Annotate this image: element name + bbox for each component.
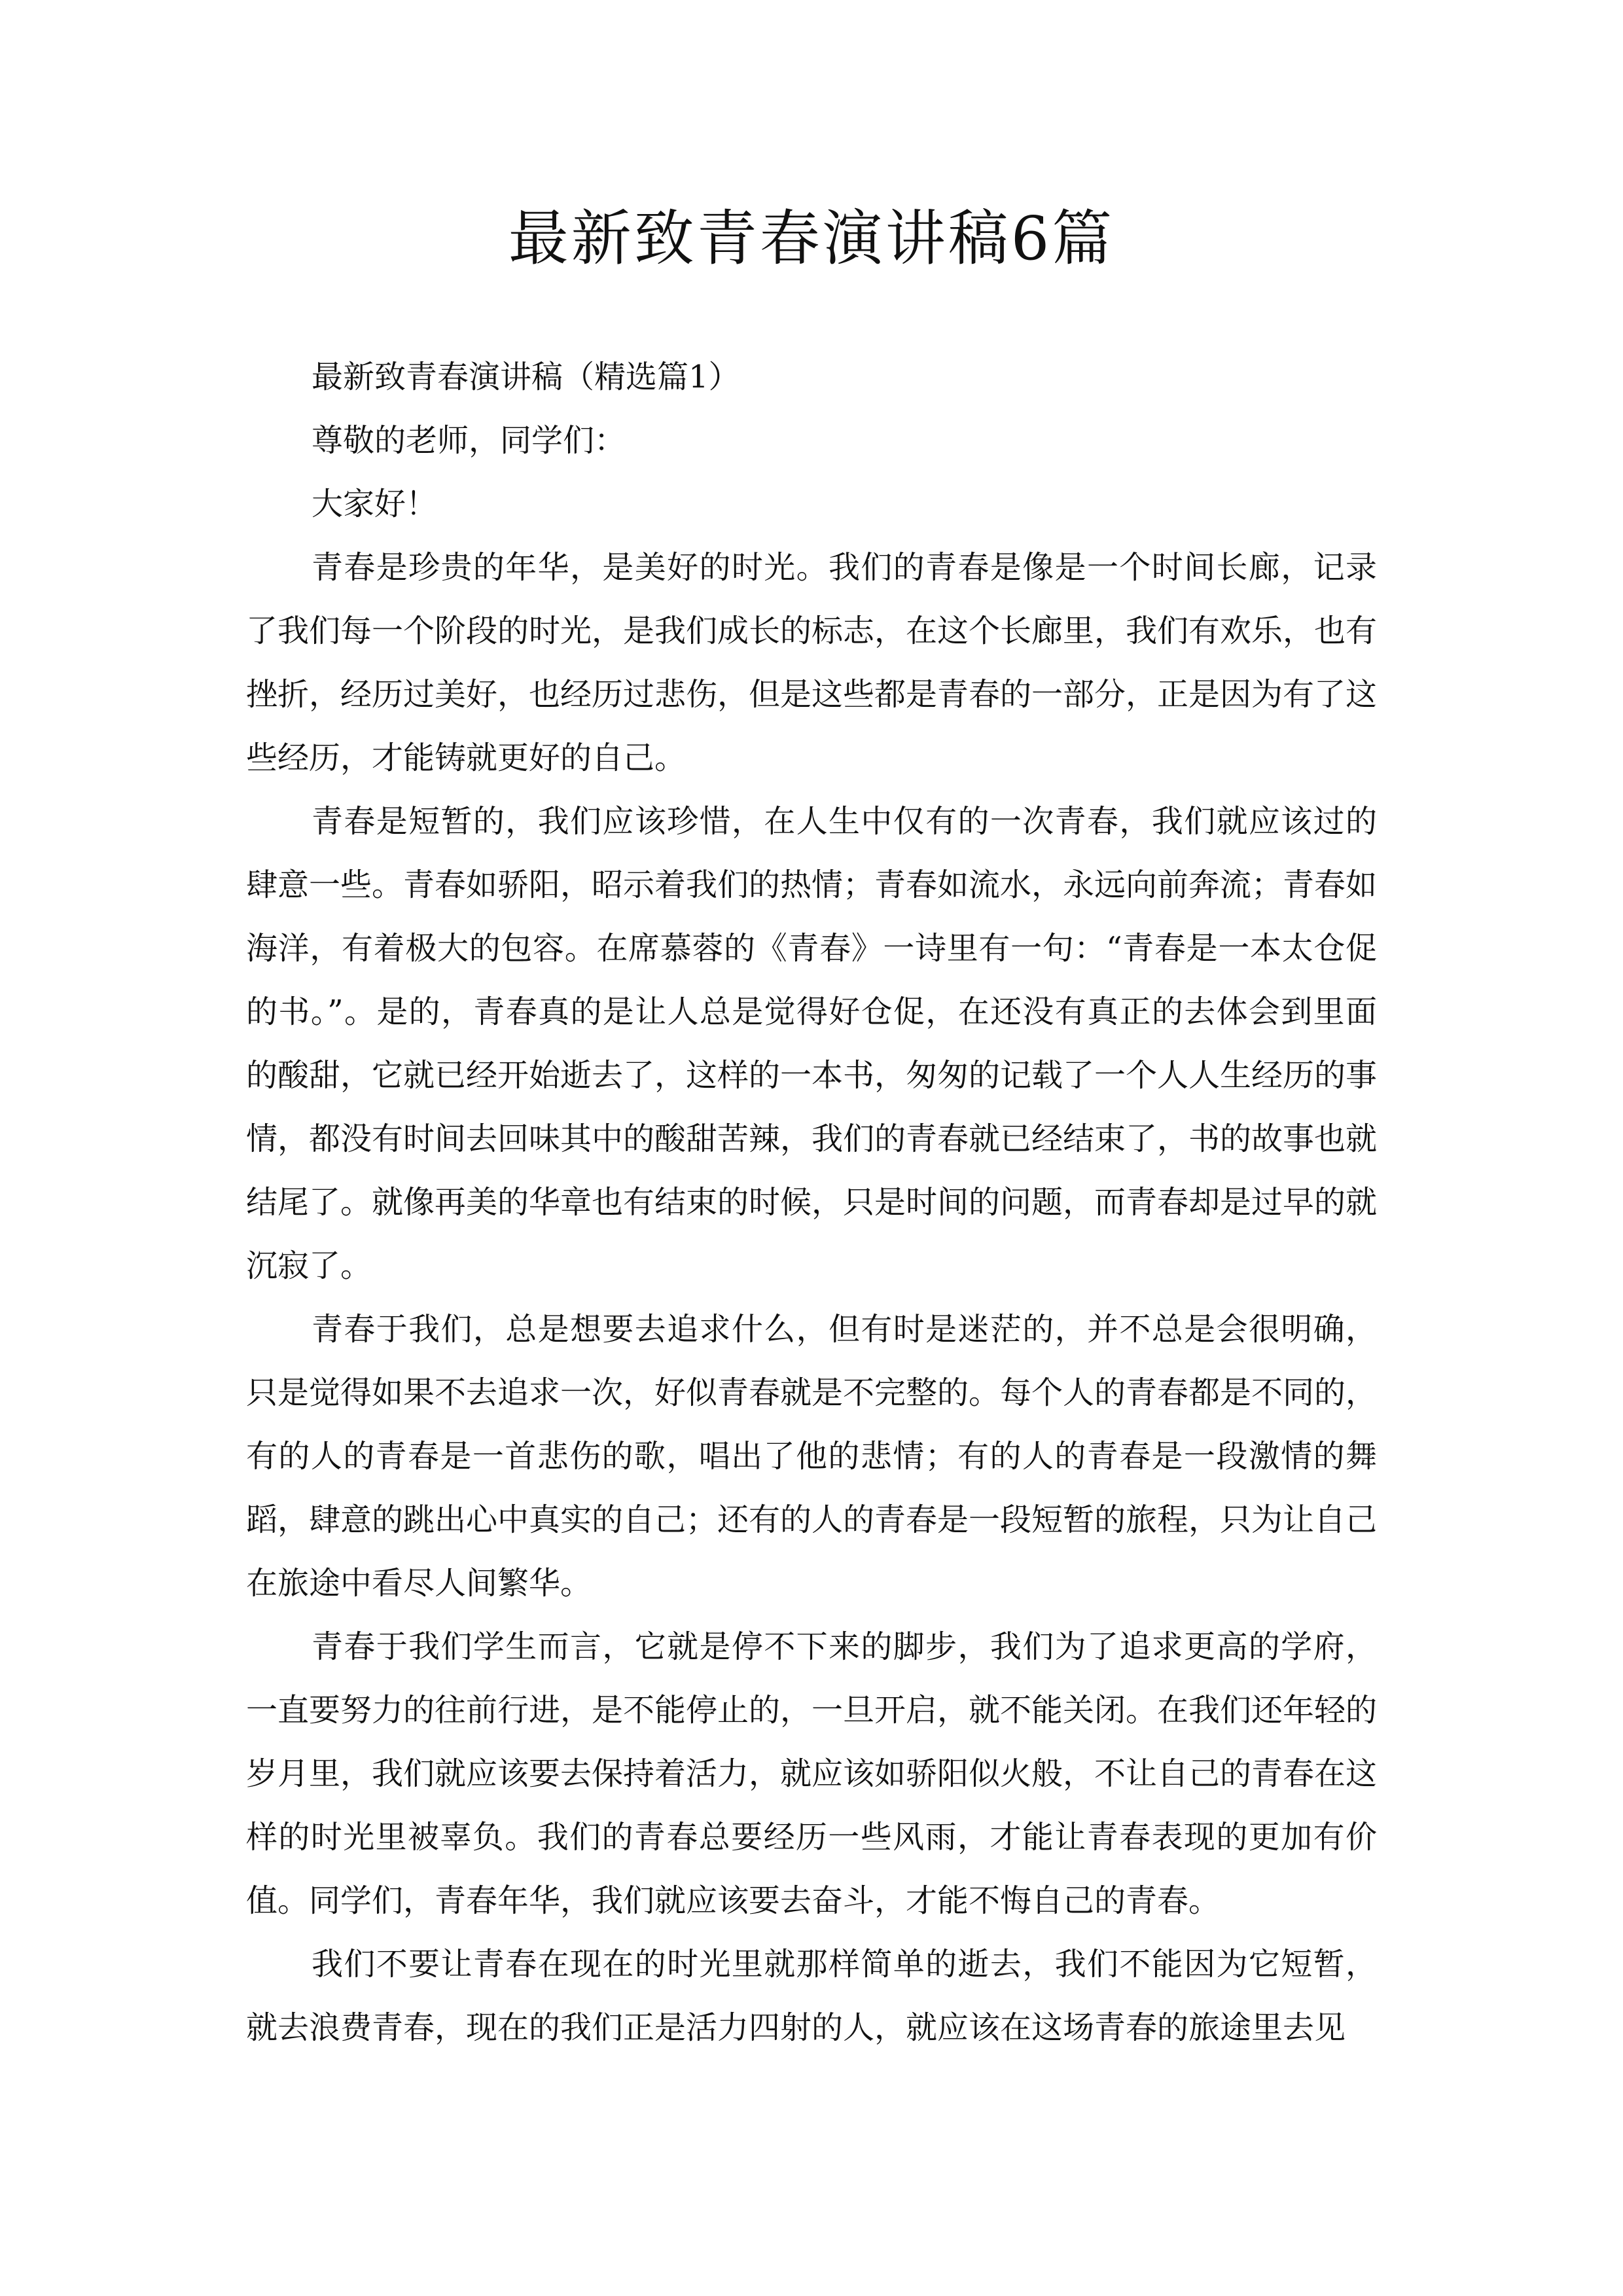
body-paragraph: 青春是珍贵的年华，是美好的时光。我们的青春是像是一个时间长廊，记录了我们每一个阶段的时光，是我们成长的标志，在这个长廊里，我们有欢乐，也有挫折，经历过美好，也经历过悲伤，但是这些都是青春的一部分，正是因为有了这些经历，才能铸就更好的自己。 (246, 549, 1378, 776)
document-title: 最新致青春演讲稿6篇 (508, 204, 1115, 274)
document-body (246, 346, 1377, 2060)
greeting: 大家好！ (312, 486, 438, 522)
body-paragraph: 我们不要让青春在现在的时光里就那样简单的逝去，我们不能因为它短暂，就去浪费青春，现在的我们正是活力四射的人，就应该在这场青春的旅途里去见 (246, 1946, 1377, 2046)
salutation: 尊敬的老师，同学们： (312, 422, 626, 459)
body-paragraph: 青春于我们学生而言，它就是停不下来的脚步，我们为了追求更高的学府，一直要努力的往前行进，是不能停止的，一旦开启，就不能关闭。在我们还年轻的岁月里，我们就应该要去保持着活力，就应该如骄阳似火般，不让自己的青春在这样的时光里被辜负。我们的青春总要经历一些风雨，才能让青春表现的更加有价值。同学们，青春年华，我们就应该要去奋斗，才能不悔自己的青春。 (246, 1628, 1378, 1919)
section-heading: 最新致青春演讲稿（精选篇1） (312, 359, 740, 395)
body-paragraph: 青春是短暂的，我们应该珍惜，在人生中仅有的一次青春，我们就应该过的肆意一些。青春如骄阳，昭示着我们的热情；青春如流水，永远向前奔流；青春如海洋，有着极大的包容。在席慕蓉的《青春》一诗里有一句：“青春是一本太仓促的书。”。是的，青春真的是让人总是觉得好仓促，在还没有真正的去体会到里面的酸甜，它就已经开始逝去了，这样的一本书，匆匆的记载了一个人人生经历的事情，都没有时间去回味其中的酸甜苦辣，我们的青春就已经结束了，书的故事也就结尾了。就像再美的华章也有结束的时候，只是时间的问题，而青春却是过早的就沉寂了。 (246, 803, 1378, 1284)
body-paragraph: 青春于我们，总是想要去追求什么，但有时是迷茫的，并不总是会很明确，只是觉得如果不去追求一次，好似青春就是不完整的。每个人的青春都是不同的，有的人的青春是一首悲伤的歌，唱出了他的悲情；有的人的青春是一段激情的舞蹈，肆意的跳出心中真实的自己；还有的人的青春是一段短暂的旅程，只为让自己在旅途中看尽人间繁华。 (246, 1311, 1378, 1602)
